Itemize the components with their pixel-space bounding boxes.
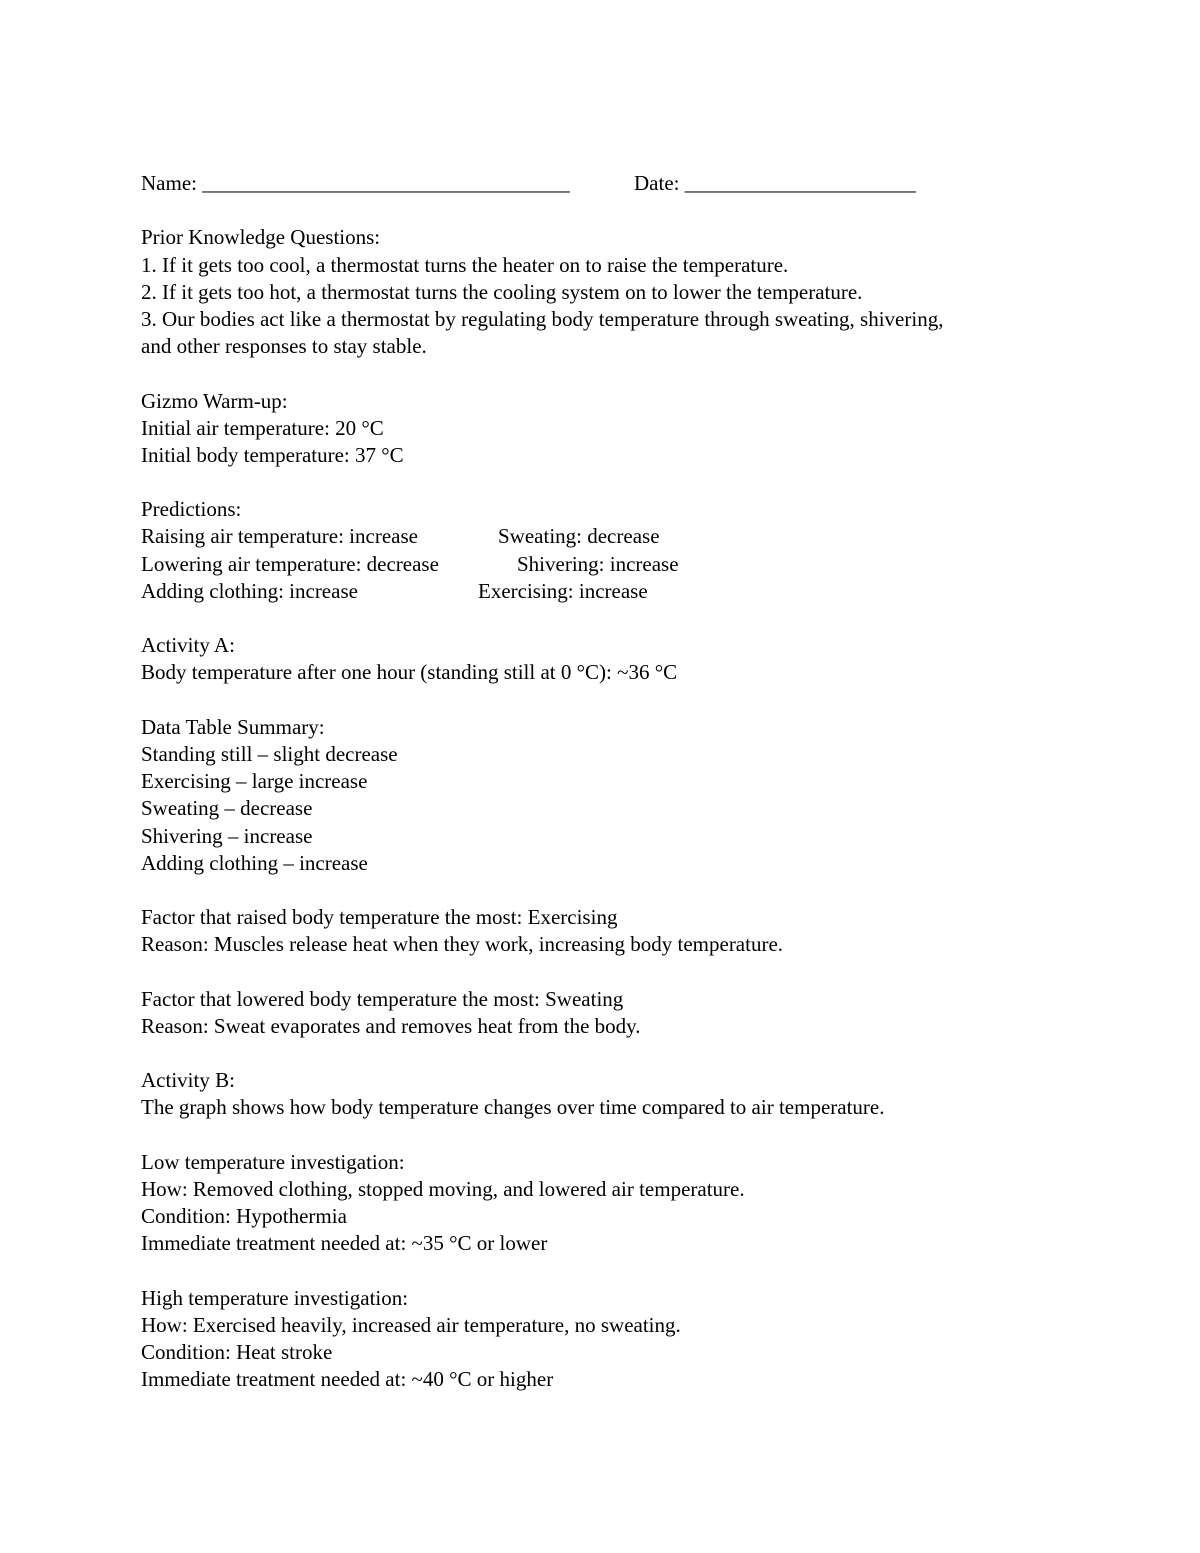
section-heading: Low temperature investigation: (141, 1149, 405, 1174)
body-temperature-line: Initial body temperature: 37 °C (141, 442, 404, 467)
predictions-section (141, 496, 1061, 605)
data-table-summary-section (141, 714, 1061, 877)
prediction-left: Raising air temperature: increase (141, 524, 418, 549)
prediction-left: Adding clothing: increase (141, 578, 358, 603)
low-temperature-section (141, 1149, 1061, 1258)
summary-item: Shivering – increase (141, 823, 313, 848)
treatment-line: Immediate treatment needed at: ~35 °C or lower (141, 1231, 548, 1256)
activity-b-section (141, 1067, 1061, 1121)
how-line: How: Removed clothing, stopped moving, and lowered air temperature. (141, 1176, 745, 1201)
prediction-row (141, 551, 1061, 578)
summary-item: Exercising – large increase (141, 769, 368, 794)
activity-b-description: The graph shows how body temperature changes over time compared to air temperature. (141, 1095, 885, 1120)
section-heading: Prior Knowledge Questions: (141, 225, 381, 250)
activity-a-section (141, 632, 1061, 686)
factor-line: Factor that raised body temperature the most: Exercising (141, 905, 618, 930)
condition-line: Condition: Heat stroke (141, 1340, 333, 1365)
treatment-line: Immediate treatment needed at: ~40 °C or higher (141, 1367, 554, 1392)
factor-line: Factor that lowered body temperature the most: Sweating (141, 986, 624, 1011)
name-field: Name: ___________________________________ (141, 171, 570, 195)
section-heading: Activity B: (141, 1068, 235, 1093)
summary-item: Sweating – decrease (141, 796, 313, 821)
section-heading: Gizmo Warm-up: (141, 388, 288, 413)
answer-line: 1. If it gets too cool, a thermostat turns the heater on to raise the temperature. (141, 252, 789, 277)
activity-a-result: Body temperature after one hour (standing still at 0 °C): ~36 °C (141, 660, 678, 685)
prediction-row (141, 578, 1061, 605)
warm-up-section (141, 388, 1061, 470)
prediction-right: Sweating: decrease (498, 524, 660, 549)
section-heading: High temperature investigation: (141, 1285, 409, 1310)
prediction-row (141, 523, 1061, 550)
condition-line: Condition: Hypothermia (141, 1204, 347, 1229)
summary-item: Standing still – slight decrease (141, 741, 398, 766)
prediction-left: Lowering air temperature: decrease (141, 551, 439, 576)
how-line: How: Exercised heavily, increased air temperature, no sweating. (141, 1312, 681, 1337)
lower-factor-section (141, 986, 1061, 1040)
section-heading: Data Table Summary: (141, 714, 325, 739)
prediction-right: Shivering: increase (517, 551, 679, 576)
answer-line: 3. Our bodies act like a thermostat by regulating body temperature through sweating, shivering, (141, 306, 944, 331)
prediction-right: Exercising: increase (478, 578, 648, 603)
document-page (141, 170, 1061, 1393)
prior-knowledge-section (141, 224, 1061, 360)
answer-line: and other responses to stay stable. (141, 334, 427, 359)
raise-factor-section (141, 904, 1061, 958)
high-temperature-section (141, 1285, 1061, 1394)
section-heading: Predictions: (141, 497, 242, 522)
answer-line: 2. If it gets too hot, a thermostat turns the cooling system on to lower the temperature. (141, 279, 863, 304)
summary-item: Adding clothing – increase (141, 850, 368, 875)
section-heading: Activity A: (141, 633, 235, 658)
header-line (141, 170, 1061, 197)
reason-line: Reason: Sweat evaporates and removes heat from the body. (141, 1013, 641, 1038)
air-temperature-line: Initial air temperature: 20 °C (141, 415, 384, 440)
reason-line: Reason: Muscles release heat when they work, increasing body temperature. (141, 932, 784, 957)
date-field: Date: ______________________ (634, 171, 916, 195)
